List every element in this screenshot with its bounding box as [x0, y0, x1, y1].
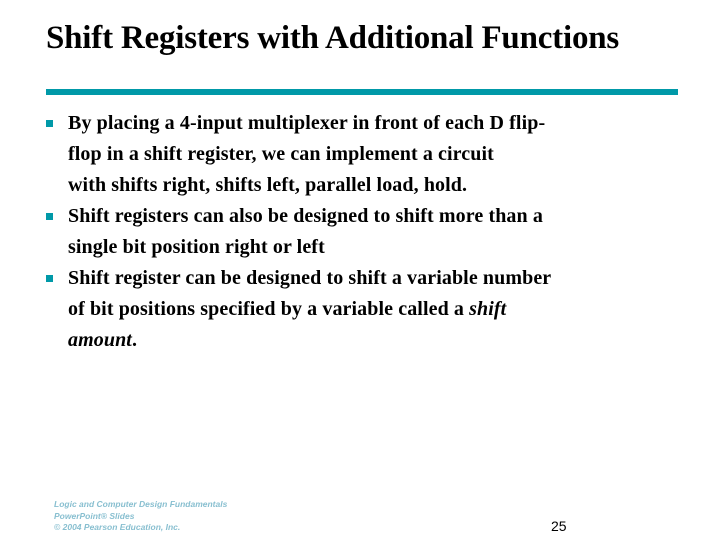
square-bullet-icon: [46, 213, 53, 220]
bullet-item: [46, 108, 686, 201]
bullet-text: .: [131, 329, 138, 351]
square-bullet-icon: [46, 275, 53, 282]
bullet-text: of bit positions specified by a variable called a: [68, 298, 470, 320]
bullet-item: [46, 201, 686, 263]
bullet-line: By placing a 4-input multiplexer in front of each D flip-: [68, 112, 546, 134]
italic-term: amount: [68, 329, 132, 351]
footer-line: PowerPoint® Slides: [54, 510, 135, 521]
bullet-line: single bit position right or left: [68, 236, 325, 258]
bullet-line: Shift register can be designed to shift a variable number: [68, 267, 552, 289]
italic-term: shift: [469, 298, 507, 320]
footer-line: Logic and Computer Design Fundamentals: [54, 499, 228, 509]
footer-brand: [54, 499, 227, 534]
footer-line: © 2004 Pearson Education, Inc.: [54, 522, 181, 532]
bullet-line: [68, 325, 686, 356]
bullet-item: [46, 263, 686, 356]
bullet-list: [46, 108, 686, 356]
bullet-line: flop in a shift register, we can implement a circuit: [68, 143, 494, 165]
slide-title: Shift Registers with Additional Functions: [46, 20, 620, 56]
title-rule: [46, 89, 678, 95]
page-number: 25: [551, 518, 567, 534]
bullet-line: with shifts right, shifts left, parallel load, hold.: [68, 174, 468, 196]
bullet-line: [68, 294, 686, 325]
square-bullet-icon: [46, 120, 53, 127]
bullet-line: Shift registers can also be designed to shift more than a: [68, 205, 543, 227]
